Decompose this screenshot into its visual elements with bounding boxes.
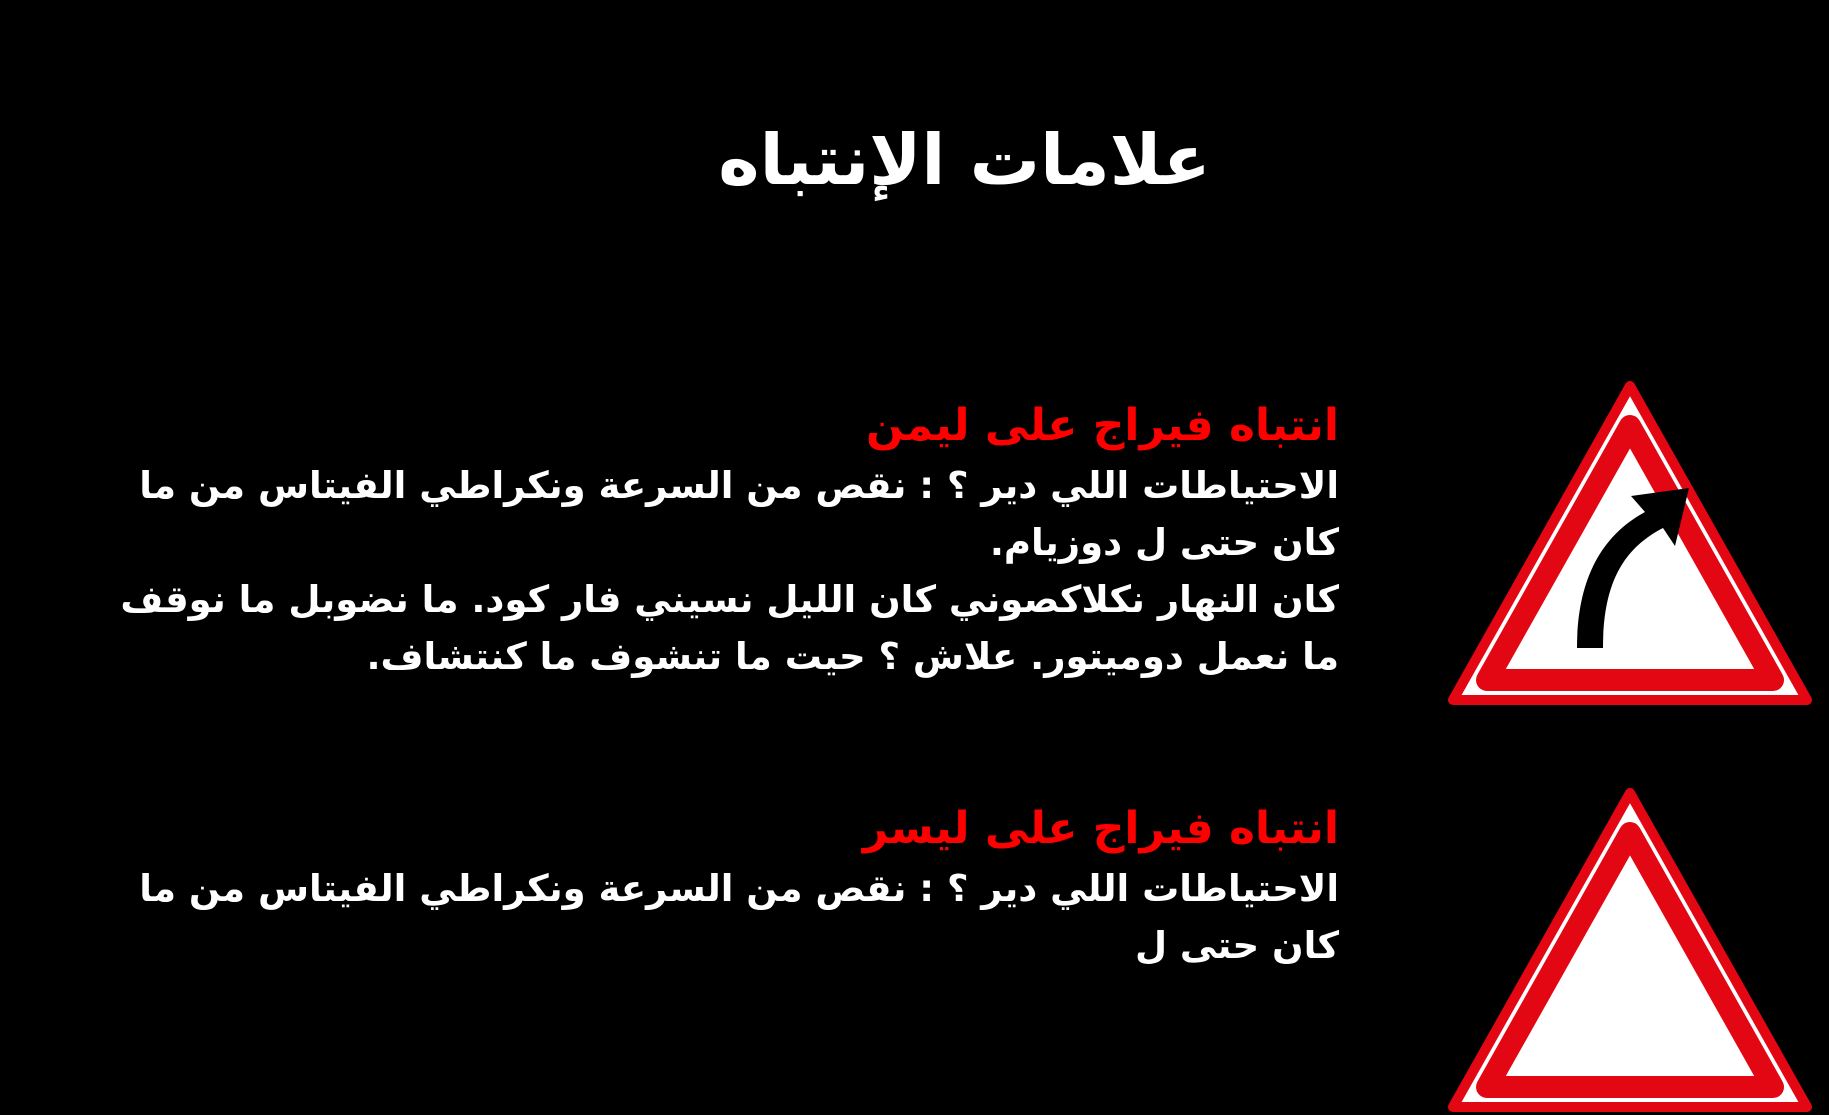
precautions-text: الاحتياطات اللي دير ؟ : نقص من السرعة ونكراطي الفيتاس من ما كان حتى ل دوزيام.: [139, 463, 1339, 564]
page-title: علامات الإنتباه: [718, 119, 1211, 201]
section-body: [119, 457, 1339, 685]
section-heading: انتباه فيراج على ليسر: [862, 803, 1339, 854]
curve-right-warning-sign-icon: [1445, 378, 1815, 708]
curve-left-warning-sign-icon: [1445, 785, 1815, 1115]
section-curve-left: [119, 803, 1339, 974]
section-heading: انتباه فيراج على ليمن: [865, 400, 1339, 451]
advice-text: كان النهار نكلاكصوني كان الليل نسيني فار كود. ما نضوبل ما نوقف ما نعمل دوميتور. علاش ؟ حيت ما تنشوف ما كنتشاف.: [120, 577, 1339, 678]
precautions-text: الاحتياطات اللي دير ؟ : نقص من السرعة ونكراطي الفيتاس من ما كان حتى ل: [139, 866, 1339, 967]
section-curve-right: [119, 400, 1339, 685]
section-body: [119, 860, 1339, 974]
